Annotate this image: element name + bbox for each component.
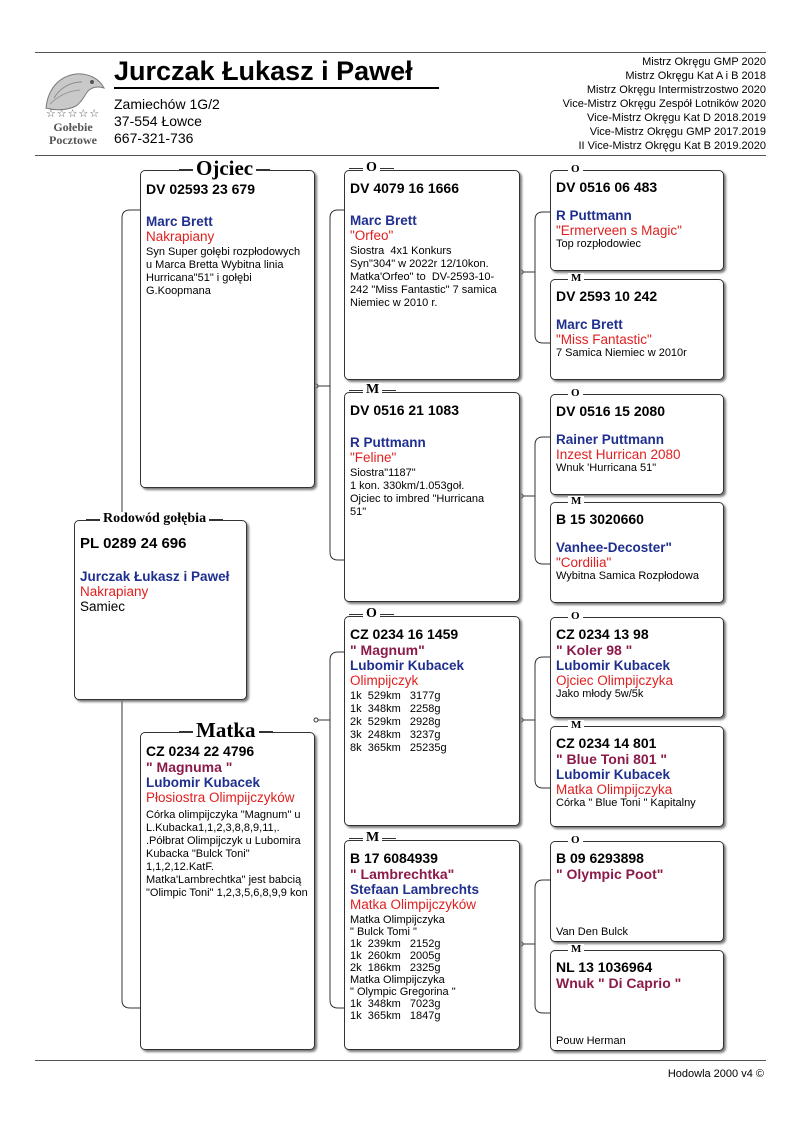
achievement-item: Mistrz Okręgu Intermistrzostwo 2020 [586, 84, 766, 96]
achievement-item: Vice-Mistrz Okręgu Zespół Lotników 2020 [562, 98, 766, 110]
phone: 667-321-736 [114, 130, 194, 146]
ss-father-label: O [568, 164, 583, 175]
dam-mother-label: M [363, 831, 382, 845]
sire-father-owner: Marc Brett [350, 213, 417, 228]
ss-mother-owner: Marc Brett [556, 317, 623, 332]
sire-father-ring: DV 4079 16 1666 [350, 180, 459, 196]
dam-label: Matka [193, 720, 259, 741]
ds-mother-color: Matka Olimpijczyka [556, 782, 673, 797]
ds-father-note: Jako młody 5w/5k [556, 688, 644, 700]
dam-father-note: 1k 529km 3177g 1k 348km 2258g 2k 529km 2928g 3k 248km 3237g 8k 365km 25235g [350, 690, 447, 754]
dd-mother-note: Pouw Herman [556, 1035, 626, 1047]
spacer [556, 527, 718, 540]
breeder-name: Jurczak Łukasz i Paweł [114, 56, 413, 86]
ss-father-ring: DV 0516 06 483 [556, 179, 658, 195]
ss-father-owner: R Puttmann [556, 208, 632, 223]
dam-mother-owner: Stefaan Lambrechts [350, 882, 480, 897]
sd-mother-note: Wybitna Samica Rozpłodowa [556, 570, 699, 582]
sd-father-owner: Rainer Puttmann [556, 432, 665, 447]
ds-mother-ring: CZ 0234 14 801 [556, 735, 657, 751]
dd-father-note: Van Den Bulck [556, 926, 628, 938]
sd-father-note: Wnuk 'Hurricana 51" [556, 462, 657, 474]
sire-color: Nakrapiany [146, 229, 215, 244]
ss-mother-ring: DV 2593 10 242 [556, 288, 658, 304]
sire-father-label: O [363, 161, 380, 175]
dam-color: Płosiostra Olimpijczyków [146, 790, 295, 805]
spacer [350, 196, 514, 213]
spacer [556, 195, 718, 208]
sire-father-color: "Orfeo" [350, 228, 394, 243]
ds-father-name: " Koler 98 " [556, 642, 633, 658]
sire-ring: DV 02593 23 679 [146, 181, 255, 197]
achievement-item: Mistrz Okręgu Kat A i B 2018 [625, 70, 766, 82]
sire-owner: Marc Brett [146, 214, 213, 229]
dd-mother-name: Wnuk " Di Caprio " [556, 975, 682, 991]
ds-father-label: O [568, 611, 583, 622]
logo-text-2: Pocztowe [49, 133, 97, 147]
dam-father-owner: Lubomir Kubacek [350, 658, 465, 673]
sd-father-label: O [568, 388, 583, 399]
subject-sex: Samiec [80, 599, 126, 614]
sd-mother-label: M [568, 496, 584, 507]
ds-mother-note: Córka " Blue Toni " Kapitalny [556, 797, 696, 809]
dd-father-name: " Olympic Poot" [556, 866, 664, 882]
spacer [80, 552, 241, 569]
ds-father-owner: Lubomir Kubacek [556, 658, 671, 673]
sire-note: Syn Super gołębi rozpłodowych u Marca Bretta Wybitna linia Hurricana"51" i gołębi G.Koopmana [146, 246, 301, 297]
logo-stars: ☆☆☆☆☆ [45, 108, 101, 120]
sd-mother-ring: B 15 3020660 [556, 511, 644, 527]
ds-father-ring: CZ 0234 13 98 [556, 626, 649, 642]
logo-text-1: Gołebie [53, 120, 93, 134]
sire-label: Ojciec [193, 158, 256, 179]
subject-owner: Jurczak Łukasz i Paweł [80, 569, 230, 584]
dd-mother-ring: NL 13 1036964 [556, 959, 653, 975]
dd-father-ring: B 09 6293898 [556, 850, 644, 866]
ds-mother-owner: Lubomir Kubacek [556, 767, 671, 782]
sire-father-card[interactable] [344, 170, 520, 380]
dam-mother-note: Matka Olimpijczyka " Bulck Tomi " 1k 239km 2152g 1k 260km 2005g 2k 186km 2325g Matka Olimpijczyka " Olympic Gregorina " 1k 348km 7023g 1k 365km 1847g [350, 914, 456, 1022]
subject-color: Nakrapiany [80, 584, 149, 599]
ds-mother-label: M [568, 720, 584, 731]
achievement-item: Vice-Mistrz Okręgu Kat D 2018.2019 [587, 112, 766, 124]
dam-father-label: O [363, 607, 380, 621]
dd-mother-label: M [568, 944, 584, 955]
sd-father-ring: DV 0516 15 2080 [556, 403, 665, 419]
ss-father-note: Top rozpłodowiec [556, 238, 641, 250]
spacer [146, 197, 309, 214]
sire-mother-ring: DV 0516 21 1083 [350, 402, 459, 418]
address-line-2: 37-554 Łowce [114, 113, 202, 129]
spacer [350, 418, 514, 435]
dam-father-ring: CZ 0234 16 1459 [350, 626, 459, 642]
dam-name: " Magnuma " [146, 759, 233, 775]
ds-father-card[interactable] [550, 617, 724, 718]
dam-owner: Lubomir Kubacek [146, 775, 261, 790]
sd-mother-color: "Cordilia" [556, 555, 612, 570]
sire-mother-color: "Feline" [350, 450, 397, 465]
ss-mother-label: M [568, 273, 584, 284]
ds-father-color: Ojciec Olimpijczyka [556, 673, 674, 688]
dam-father-color: Olimpijczyk [350, 673, 419, 688]
sire-mother-note: Siostra"1187" 1 kon. 330km/1.053goł. Ojciec to imbred "Hurricana 51" [350, 467, 485, 518]
ss-mother-color: "Miss Fantastic" [556, 332, 652, 347]
dd-mother-card[interactable] [550, 950, 724, 1051]
pedigree-label: Rodowód gołębia [100, 512, 209, 526]
ds-mother-card[interactable] [550, 726, 724, 827]
dam-note: Córka olimpijczyka "Magnum" u L.Kubacka1,1,2,3,8,8,9,11,. .Półbrat Olimpijczyk u Lubomira Kubacka "Bulck Toni" 1,1,2,12.KatF. Matka'Lambrechtka" jest babcią "Olimpic Toni" 1,2,3,5,6,8,9,9 kon [146, 809, 308, 899]
sd-mother-card[interactable] [550, 502, 724, 603]
sire-card[interactable] [140, 170, 315, 488]
ss-mother-card[interactable] [550, 279, 724, 380]
achievement-item: Vice-Mistrz Okręgu GMP 2017.2019 [589, 126, 766, 138]
ds-mother-name: " Blue Toni 801 " [556, 751, 668, 767]
dam-ring: CZ 0234 22 4796 [146, 743, 255, 759]
achievement-item: Mistrz Okręgu GMP 2020 [642, 56, 766, 68]
subject-card[interactable] [74, 520, 247, 700]
address-line-1: Zamiechów 1G/2 [114, 96, 220, 112]
footer-text: Hodowla 2000 v4 © [667, 1068, 764, 1080]
subject-ring: PL 0289 24 696 [80, 535, 187, 552]
dam-father-card[interactable] [344, 616, 520, 826]
footer-rule [35, 1060, 766, 1061]
dam-mother-color: Matka Olimpijczyków [350, 897, 477, 912]
ss-father-color: "Ermerveen s Magic" [556, 223, 682, 238]
sire-father-note: Siostra 4x1 Konkurs Syn"304" w 2022r 12/10kon. Matka'Orfeo" to DV-2593-10- 242 "Miss Fantastic" 7 samica Niemiec w 2010 r. [350, 245, 497, 309]
dd-father-label: O [568, 835, 583, 846]
sd-mother-owner: Vanhee-Decoster" [556, 540, 672, 555]
sd-father-card[interactable] [550, 394, 724, 495]
ss-father-card[interactable] [550, 170, 724, 271]
sire-mother-card[interactable] [344, 392, 520, 602]
dam-card[interactable] [140, 732, 315, 1050]
dam-mother-name: " Lambrechtka" [350, 866, 455, 882]
sire-mother-label: M [363, 383, 382, 397]
spacer [556, 304, 718, 317]
dd-father-card[interactable] [550, 841, 724, 942]
dam-mother-card[interactable] [344, 840, 520, 1050]
achievement-item: II Vice-Mistrz Okręgu Kat B 2019.2020 [578, 140, 766, 152]
dam-mother-ring: B 17 6084939 [350, 850, 438, 866]
sire-mother-owner: R Puttmann [350, 435, 426, 450]
spacer [556, 419, 718, 432]
ss-mother-note: 7 Samica Niemiec w 2010r [556, 347, 687, 359]
dam-father-name: " Magnum" [350, 642, 425, 658]
sd-father-color: Inzest Hurrican 2080 [556, 447, 681, 462]
